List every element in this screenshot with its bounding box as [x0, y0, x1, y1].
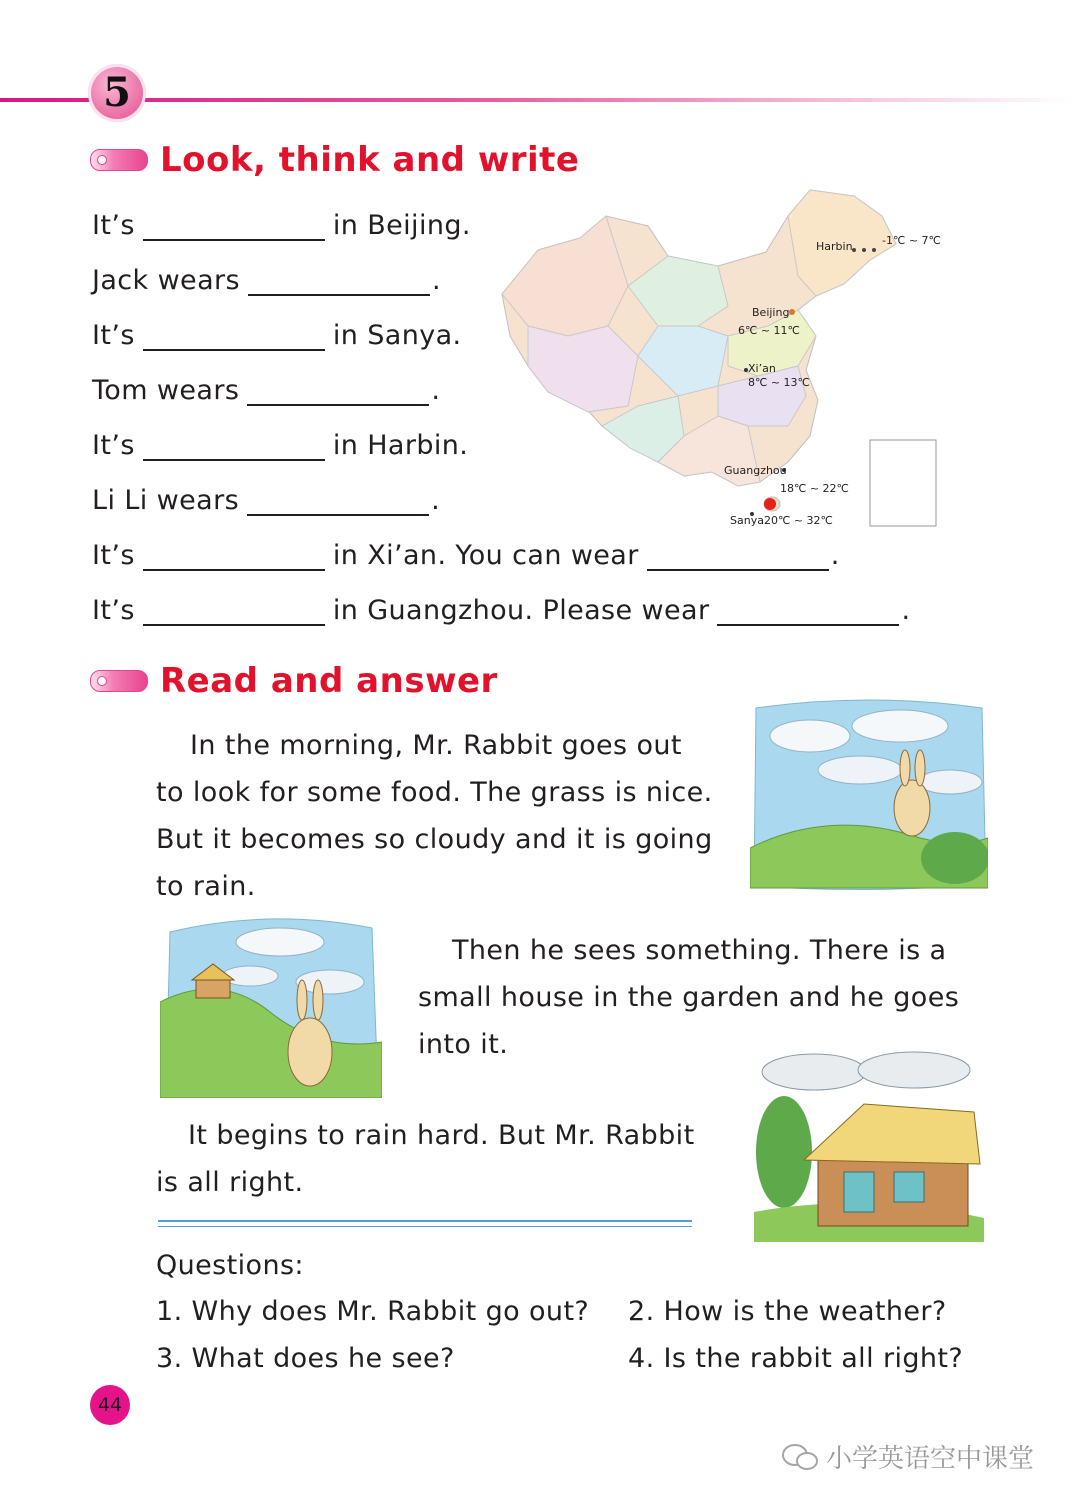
- house-in-rain-illustration: [754, 1042, 984, 1246]
- watermark-text: 小学英语空中课堂: [826, 1444, 1035, 1474]
- line-text: Jack wears: [92, 265, 240, 296]
- divider-line: [158, 1220, 692, 1222]
- divider-line: [158, 1226, 692, 1227]
- line-text: in Beijing.: [332, 210, 471, 241]
- map-city-beijing: Beijing: [752, 306, 790, 319]
- line-text: .: [830, 540, 840, 571]
- answer-blank[interactable]: [143, 325, 325, 351]
- line-text: in Xi’an. You can wear: [332, 540, 639, 571]
- paragraph-line: to look for some food. The grass is nice.: [156, 777, 713, 808]
- fill-line-1: [92, 210, 471, 241]
- wechat-icon: [780, 1442, 820, 1472]
- answer-blank[interactable]: [143, 545, 325, 571]
- paragraph-line: is all right.: [156, 1167, 304, 1198]
- answer-blank[interactable]: [647, 545, 829, 571]
- china-map-illustration: [498, 186, 942, 532]
- map-temp-beijing: 6℃ ~ 11℃: [738, 324, 800, 337]
- line-text: Li Li wears: [92, 485, 240, 516]
- map-temp-sanya: 20℃ ~ 32℃: [764, 514, 833, 527]
- map-temp-harbin: -1℃ ~ 7℃: [882, 234, 941, 247]
- answer-blank[interactable]: [143, 215, 325, 241]
- rabbit-cloudy-illustration: [750, 698, 988, 892]
- line-text: .: [901, 595, 911, 626]
- section-bullet-icon: [90, 670, 148, 692]
- line-text: in Sanya.: [332, 320, 462, 351]
- map-city-sanya: Sanya: [730, 514, 764, 527]
- questions-label: Questions:: [156, 1250, 304, 1281]
- fill-line-2: [92, 265, 441, 296]
- map-temp-guangzhou: 18℃ ~ 22℃: [780, 482, 849, 495]
- paragraph-1: [156, 722, 736, 910]
- fill-line-6: [92, 485, 440, 516]
- answer-blank[interactable]: [247, 490, 429, 516]
- line-text: .: [431, 485, 441, 516]
- line-text: .: [431, 265, 441, 296]
- answer-blank[interactable]: [143, 435, 325, 461]
- line-text: It’s: [92, 320, 135, 351]
- line-text: It’s: [92, 210, 135, 241]
- fill-line-3: [92, 320, 462, 351]
- paragraph-line: to rain.: [156, 871, 256, 902]
- line-text: in Guangzhou. Please wear: [332, 595, 710, 626]
- answer-blank[interactable]: [717, 600, 899, 626]
- paragraph-line: small house in the garden and he goes: [418, 982, 960, 1013]
- watermark: [780, 1438, 1034, 1475]
- question-2: 2. How is the weather?: [628, 1296, 947, 1327]
- line-text: It’s: [92, 595, 135, 626]
- map-temp-xian: 8℃ ~ 13℃: [748, 376, 810, 389]
- paragraph-line: Then he sees something. There is a: [452, 935, 947, 966]
- section-title-look-think-write: Look, think and write: [160, 140, 580, 180]
- fill-line-7: [92, 540, 840, 571]
- question-4: 4. Is the rabbit all right?: [628, 1343, 964, 1374]
- question-1: 1. Why does Mr. Rabbit go out?: [156, 1296, 590, 1327]
- paragraph-3: [156, 1112, 736, 1206]
- answer-blank[interactable]: [247, 380, 429, 406]
- line-text: in Harbin.: [332, 430, 469, 461]
- unit-number: 5: [103, 69, 131, 116]
- china-weather-map: [498, 186, 942, 532]
- map-city-guangzhou: Guangzhou: [724, 464, 787, 477]
- line-text: It’s: [92, 430, 135, 461]
- paragraph-line: But it becomes so cloudy and it is going: [156, 824, 713, 855]
- paragraph-line: In the morning, Mr. Rabbit goes out: [190, 730, 682, 761]
- answer-blank[interactable]: [248, 270, 430, 296]
- page-number: 44: [90, 1385, 130, 1425]
- paragraph-line: into it.: [418, 1029, 509, 1060]
- fill-line-4: [92, 375, 440, 406]
- map-city-xian: Xi’an: [748, 362, 776, 375]
- fill-line-8: [92, 595, 910, 626]
- line-text: It’s: [92, 540, 135, 571]
- question-3: 3. What does he see?: [156, 1343, 455, 1374]
- section-title-read-and-answer: Read and answer: [160, 661, 498, 701]
- map-city-harbin: Harbin: [816, 240, 853, 253]
- rabbit-sees-house-illustration: [160, 912, 382, 1098]
- header-line: [0, 98, 1080, 102]
- line-text: Tom wears: [92, 375, 240, 406]
- unit-badge: [88, 64, 146, 122]
- paragraph-line: It begins to rain hard. But Mr. Rabbit: [188, 1120, 695, 1151]
- section-bullet-icon: [90, 149, 148, 171]
- answer-blank[interactable]: [143, 600, 325, 626]
- fill-line-5: [92, 430, 468, 461]
- line-text: .: [431, 375, 441, 406]
